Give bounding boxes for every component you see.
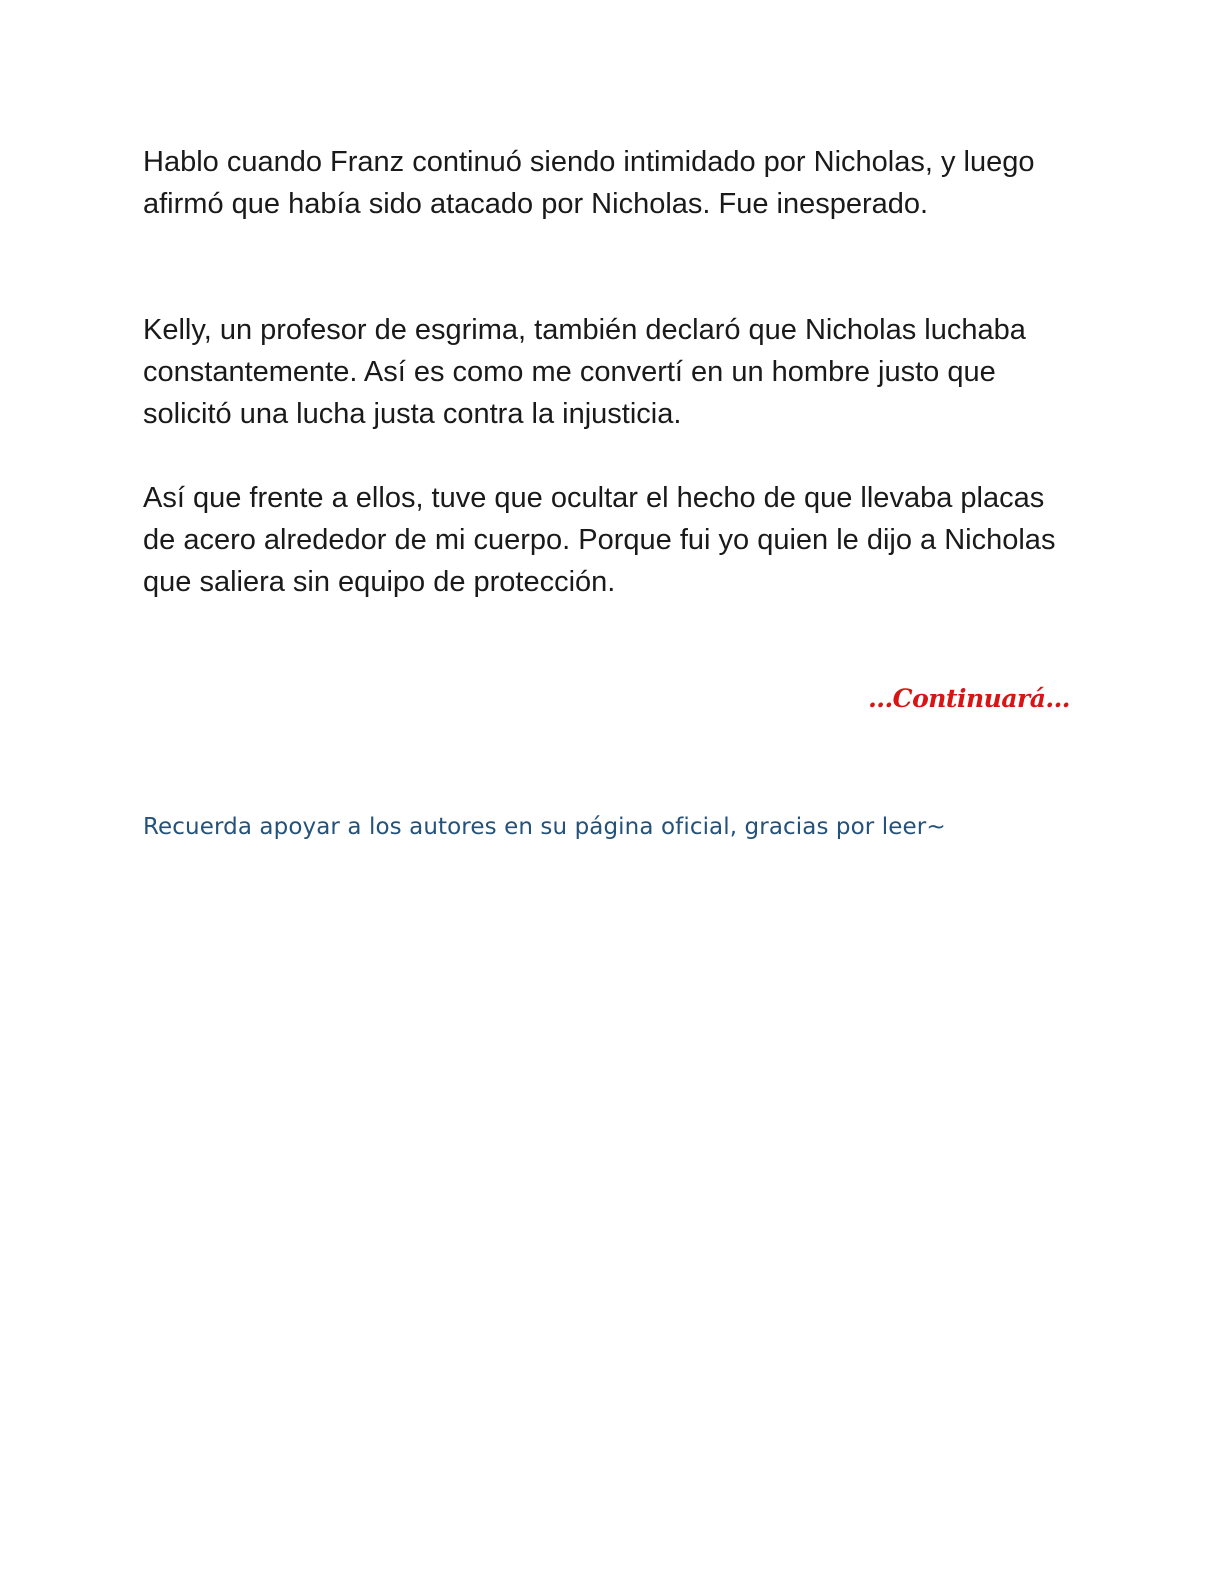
paragraph-3: Así que frente a ellos, tuve que ocultar el hecho de que llevaba placas de acero alrededor de mi cuerpo. Porque fui yo quien le dijo a Nicholas que saliera sin equipo de protección. (143, 482, 1056, 598)
support-authors-note: Recuerda apoyar a los autores en su página oficial, gracias por leer~ (143, 814, 946, 840)
paragraph-1: Hablo cuando Franz continuó siendo intimidado por Nicholas, y luego afirmó que había sido atacado por Nicholas. Fue inesperado. (143, 146, 1035, 220)
paragraph-2: Kelly, un profesor de esgrima, también declaró que Nicholas luchaba constantemente. Así es como me convertí en un hombre justo que solicitó una lucha justa contra la injusticia. (143, 314, 1026, 430)
continuation-label: ...Continuará... (868, 684, 1070, 713)
